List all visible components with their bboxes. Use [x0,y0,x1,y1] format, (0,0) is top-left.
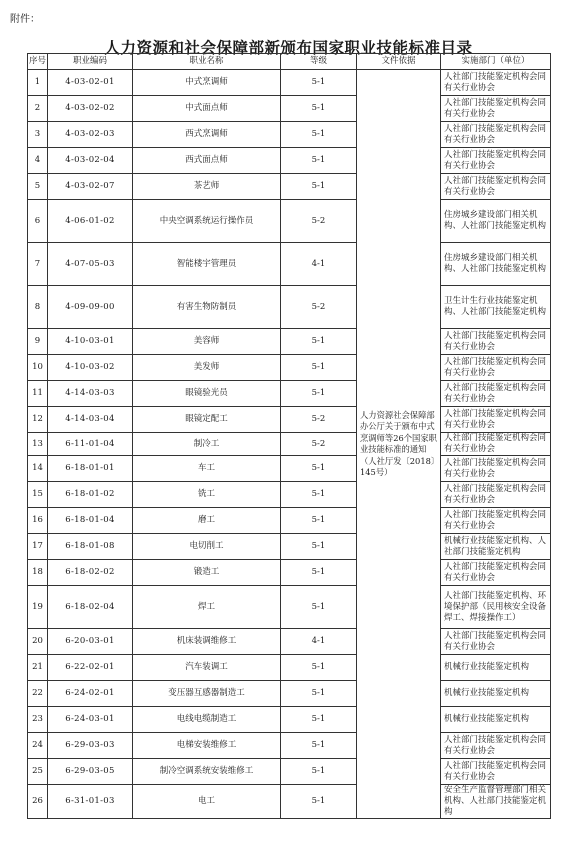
occupation-name-cell: 制冷空调系统安装维修工 [133,759,281,785]
occupation-code-cell: 6-18-02-04 [48,586,133,629]
implementing-dept-cell: 人社部门技能鉴定机构会同有关行业协会 [441,560,551,586]
implementing-dept-cell: 安全生产监督管理部门相关机构、人社部门技能鉴定机构 [441,785,551,819]
row-no-cell: 12 [28,407,48,433]
level-cell: 5-1 [281,508,357,534]
row-no-cell: 1 [28,70,48,96]
occupation-name-cell: 汽车装调工 [133,655,281,681]
level-cell: 5-1 [281,381,357,407]
table-row [28,243,551,286]
table-row [28,286,551,329]
occupation-name-cell: 智能楼宇管理员 [133,243,281,286]
implementing-dept-cell: 机械行业技能鉴定机构 [441,655,551,681]
implementing-dept-cell: 人社部门技能鉴定机构会同有关行业协会 [441,355,551,381]
level-cell: 5-1 [281,148,357,174]
table-row [28,200,551,243]
occupation-code-cell: 6-22-02-01 [48,655,133,681]
occupation-code-cell: 6-24-02-01 [48,681,133,707]
occupation-name-cell: 茶艺师 [133,174,281,200]
table-row [28,759,551,785]
header-basis: 文件依据 [357,54,441,70]
table-row [28,96,551,122]
level-cell: 5-1 [281,482,357,508]
implementing-dept-cell: 卫生计生行业技能鉴定机构、人社部门技能鉴定机构 [441,286,551,329]
row-no-cell: 23 [28,707,48,733]
occupation-code-cell: 4-07-05-03 [48,243,133,286]
occupation-code-cell: 6-11-01-04 [48,433,133,456]
implementing-dept-cell: 机械行业技能鉴定机构 [441,707,551,733]
table-row [28,785,551,819]
level-cell: 4-1 [281,629,357,655]
occupation-code-cell: 4-14-03-03 [48,381,133,407]
occupation-name-cell: 眼镜验光员 [133,381,281,407]
occupation-name-cell: 电线电缆制造工 [133,707,281,733]
row-no-cell: 2 [28,96,48,122]
header-name: 职业名称 [133,54,281,70]
occupation-code-cell: 4-03-02-03 [48,122,133,148]
implementing-dept-cell: 人社部门技能鉴定机构会同有关行业协会 [441,96,551,122]
row-no-cell: 8 [28,286,48,329]
header-code: 职业编码 [48,54,133,70]
table-row [28,508,551,534]
implementing-dept-cell: 人社部门技能鉴定机构会同有关行业协会 [441,381,551,407]
implementing-dept-cell: 人社部门技能鉴定机构会同有关行业协会 [441,759,551,785]
implementing-dept-cell: 人社部门技能鉴定机构会同有关行业协会 [441,122,551,148]
row-no-cell: 25 [28,759,48,785]
row-no-cell: 7 [28,243,48,286]
implementing-dept-cell: 人社部门技能鉴定机构会同有关行业协会 [441,629,551,655]
occupation-name-cell: 制冷工 [133,433,281,456]
level-cell: 5-1 [281,96,357,122]
occupation-code-cell: 6-29-03-05 [48,759,133,785]
implementing-dept-cell: 人社部门技能鉴定机构会同有关行业协会 [441,508,551,534]
header-level: 等级 [281,54,357,70]
occupation-name-cell: 中式面点师 [133,96,281,122]
level-cell: 5-1 [281,174,357,200]
level-cell: 5-1 [281,122,357,148]
occupation-code-cell: 4-03-02-01 [48,70,133,96]
occupation-code-cell: 6-29-03-03 [48,733,133,759]
table-row [28,407,551,433]
occupation-code-cell: 6-20-03-01 [48,629,133,655]
row-no-cell: 24 [28,733,48,759]
row-no-cell: 19 [28,586,48,629]
table-row [28,733,551,759]
occupation-name-cell: 铣工 [133,482,281,508]
occupation-name-cell: 电切削工 [133,534,281,560]
table-row [28,560,551,586]
table-row [28,456,551,482]
implementing-dept-cell: 人社部门技能鉴定机构会同有关行业协会 [441,433,551,456]
level-cell: 5-1 [281,785,357,819]
row-no-cell: 17 [28,534,48,560]
occupation-name-cell: 西式烹调师 [133,122,281,148]
row-no-cell: 5 [28,174,48,200]
occupation-name-cell: 锻造工 [133,560,281,586]
occupation-code-cell: 6-31-01-03 [48,785,133,819]
row-no-cell: 9 [28,329,48,355]
occupation-code-cell: 6-18-01-02 [48,482,133,508]
row-no-cell: 26 [28,785,48,819]
row-no-cell: 18 [28,560,48,586]
implementing-dept-cell: 住房城乡建设部门相关机构、人社部门技能鉴定机构 [441,200,551,243]
level-cell: 5-2 [281,200,357,243]
occupation-code-cell: 4-10-03-01 [48,329,133,355]
level-cell: 5-1 [281,681,357,707]
occupation-name-cell: 磨工 [133,508,281,534]
occupation-code-cell: 4-03-02-02 [48,96,133,122]
occupation-code-cell: 4-03-02-07 [48,174,133,200]
occupation-name-cell: 机床装调维修工 [133,629,281,655]
table-row [28,122,551,148]
level-cell: 5-1 [281,329,357,355]
occupation-name-cell: 车工 [133,456,281,482]
level-cell: 4-1 [281,243,357,286]
occupation-code-cell: 6-18-02-02 [48,560,133,586]
occupation-code-cell: 4-03-02-04 [48,148,133,174]
table-row [28,174,551,200]
occupation-name-cell: 美容师 [133,329,281,355]
implementing-dept-cell: 人社部门技能鉴定机构、环境保护部（民用核安全设备焊工、焊接操作工） [441,586,551,629]
row-no-cell: 14 [28,456,48,482]
implementing-dept-cell: 人社部门技能鉴定机构会同有关行业协会 [441,733,551,759]
table-row [28,148,551,174]
occupation-standards-table [27,53,551,819]
row-no-cell: 4 [28,148,48,174]
table-header-row [28,54,551,70]
occupation-name-cell: 西式面点师 [133,148,281,174]
occupation-name-cell: 眼镜定配工 [133,407,281,433]
occupation-name-cell: 焊工 [133,586,281,629]
row-no-cell: 10 [28,355,48,381]
occupation-code-cell: 4-06-01-02 [48,200,133,243]
occupation-name-cell: 美发师 [133,355,281,381]
implementing-dept-cell: 人社部门技能鉴定机构会同有关行业协会 [441,70,551,96]
table-row [28,381,551,407]
occupation-code-cell: 4-14-03-04 [48,407,133,433]
table-row [28,655,551,681]
occupation-code-cell: 6-18-01-04 [48,508,133,534]
occupation-name-cell: 电工 [133,785,281,819]
page-title: 人力资源和社会保障部新颁布国家职业技能标准目录 [104,39,473,57]
level-cell: 5-1 [281,534,357,560]
implementing-dept-cell: 人社部门技能鉴定机构会同有关行业协会 [441,174,551,200]
table-row [28,681,551,707]
level-cell: 5-1 [281,70,357,96]
implementing-dept-cell: 机械行业技能鉴定机构 [441,681,551,707]
implementing-dept-cell: 住房城乡建设部门相关机构、人社部门技能鉴定机构 [441,243,551,286]
level-cell: 5-1 [281,759,357,785]
row-no-cell: 20 [28,629,48,655]
level-cell: 5-2 [281,286,357,329]
row-no-cell: 3 [28,122,48,148]
table-row [28,586,551,629]
occupation-code-cell: 6-18-01-01 [48,456,133,482]
level-cell: 5-1 [281,707,357,733]
table-row [28,355,551,381]
table-row [28,482,551,508]
level-cell: 5-1 [281,655,357,681]
table-row [28,707,551,733]
document-basis-cell: 人力资源社会保障部办公厅关于颁布中式烹调师等26个国家职业技能标准的通知（人社厅发〔2018〕145号） [357,70,441,819]
table-row [28,70,551,96]
level-cell: 5-1 [281,355,357,381]
row-no-cell: 15 [28,482,48,508]
implementing-dept-cell: 人社部门技能鉴定机构会同有关行业协会 [441,407,551,433]
level-cell: 5-2 [281,433,357,456]
occupation-name-cell: 变压器互感器制造工 [133,681,281,707]
row-no-cell: 21 [28,655,48,681]
occupation-name-cell: 电梯安装维修工 [133,733,281,759]
occupation-name-cell: 中式烹调师 [133,70,281,96]
level-cell: 5-1 [281,586,357,629]
occupation-code-cell: 4-10-03-02 [48,355,133,381]
occupation-name-cell: 中央空调系统运行操作员 [133,200,281,243]
implementing-dept-cell: 人社部门技能鉴定机构会同有关行业协会 [441,148,551,174]
row-no-cell: 16 [28,508,48,534]
occupation-code-cell: 6-18-01-08 [48,534,133,560]
implementing-dept-cell: 人社部门技能鉴定机构会同有关行业协会 [441,482,551,508]
implementing-dept-cell: 人社部门技能鉴定机构会同有关行业协会 [441,329,551,355]
attachment-label: 附件： [10,14,40,25]
header-dept: 实施部门（单位） [441,54,551,70]
level-cell: 5-1 [281,560,357,586]
occupation-code-cell: 4-09-09-00 [48,286,133,329]
header-no: 序号 [28,54,48,70]
row-no-cell: 22 [28,681,48,707]
implementing-dept-cell: 人社部门技能鉴定机构会同有关行业协会 [441,456,551,482]
occupation-name-cell: 有害生物防制员 [133,286,281,329]
occupation-code-cell: 6-24-03-01 [48,707,133,733]
level-cell: 5-1 [281,456,357,482]
row-no-cell: 13 [28,433,48,456]
row-no-cell: 11 [28,381,48,407]
implementing-dept-cell: 机械行业技能鉴定机构、人社部门技能鉴定机构 [441,534,551,560]
table-row [28,329,551,355]
level-cell: 5-1 [281,733,357,759]
table-row [28,629,551,655]
level-cell: 5-2 [281,407,357,433]
table-row [28,433,551,456]
row-no-cell: 6 [28,200,48,243]
table-row [28,534,551,560]
